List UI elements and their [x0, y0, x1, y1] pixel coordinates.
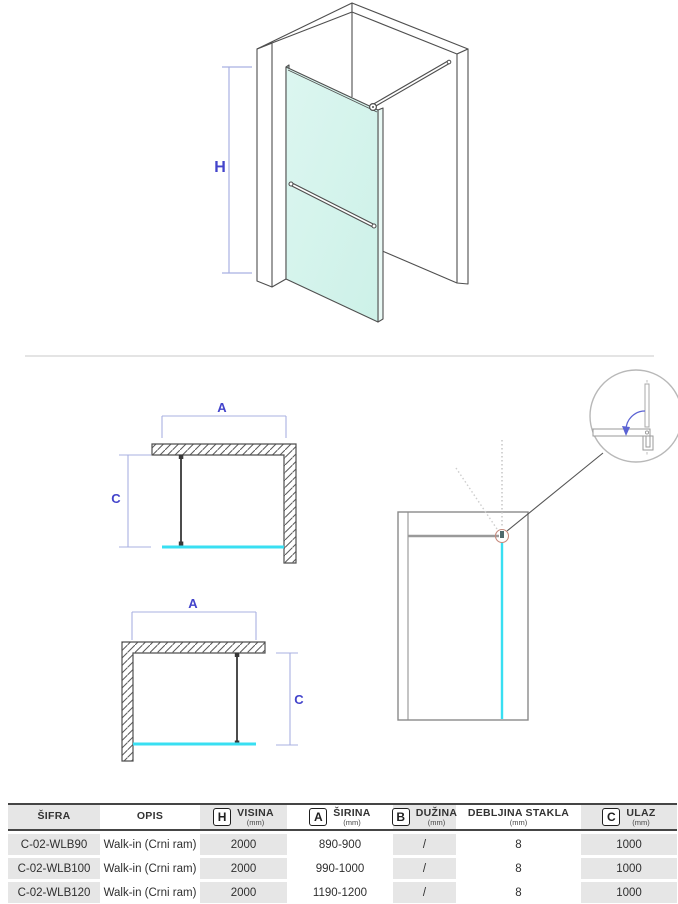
glass-edge-detail — [645, 384, 649, 427]
table-cell: 8 — [459, 858, 578, 879]
table-cell: 1000 — [581, 858, 677, 879]
table-row — [8, 858, 677, 879]
table-cell: 1000 — [581, 882, 677, 903]
detail-callout-line — [507, 453, 603, 531]
table-cell: 990-1000 — [290, 858, 390, 879]
table-cell: 2000 — [200, 858, 287, 879]
hatched-wall — [152, 444, 296, 563]
dimension-letter-box: C — [602, 808, 620, 826]
support-bar-detail — [593, 429, 650, 436]
dimension-label-a: A — [217, 400, 227, 415]
table-header-row — [8, 803, 677, 831]
table-cell: 890-900 — [290, 834, 390, 855]
dimension-a — [162, 416, 286, 438]
table-row — [8, 834, 677, 855]
support-bar-plan — [235, 653, 240, 746]
table-cell: / — [393, 858, 456, 879]
table-cell: 8 — [459, 834, 578, 855]
column-header-sirina: A ŠIRINA (mm) — [290, 805, 390, 829]
dimension-label-c: C — [111, 491, 121, 506]
shower-tray — [398, 512, 528, 720]
plan-view-top — [111, 400, 296, 563]
column-header-debljina-stakla: DEBLJINA STAKLA (mm) — [459, 805, 578, 829]
table-cell: Walk-in (Crni ram) — [103, 858, 197, 879]
table-body — [8, 834, 677, 903]
tray-view — [398, 370, 678, 720]
dimension-c — [119, 455, 151, 547]
dimension-label-a: A — [188, 596, 198, 611]
table-cell: / — [393, 834, 456, 855]
dimension-a — [132, 612, 256, 640]
dimension-label-c: C — [294, 692, 304, 707]
plan-view-bottom — [122, 596, 304, 761]
column-header-ulaz: C ULAZ (mm) — [581, 805, 677, 829]
column-header-sifra: ŠIFRA — [8, 805, 100, 829]
dimension-h — [222, 67, 252, 273]
table-cell: 1190-1200 — [290, 882, 390, 903]
dimension-letter-box: H — [213, 808, 231, 826]
table-cell: Walk-in (Crni ram) — [103, 834, 197, 855]
column-header-duzina: B DUŽINA (mm) — [393, 805, 456, 829]
table-cell: 8 — [459, 882, 578, 903]
table-cell: 1000 — [581, 834, 677, 855]
column-header-visina: H VISINA (mm) — [200, 805, 287, 829]
dimension-label-h: H — [214, 159, 226, 176]
table-row — [8, 882, 677, 903]
table-cell: C-02-WLB90 — [8, 834, 100, 855]
column-header-opis: OPIS — [103, 805, 197, 829]
dimension-letter-box: A — [309, 808, 327, 826]
table-cell: C-02-WLB120 — [8, 882, 100, 903]
table-cell: / — [393, 882, 456, 903]
isometric-view — [214, 3, 468, 322]
glass-panel — [286, 65, 383, 322]
support-bar-plan — [179, 455, 184, 547]
table-cell: 2000 — [200, 834, 287, 855]
support-bar — [370, 60, 451, 110]
pivot-clamp — [500, 531, 504, 538]
table-cell: Walk-in (Crni ram) — [103, 882, 197, 903]
detail-circle — [590, 370, 678, 462]
table-cell: 2000 — [200, 882, 287, 903]
spec-table — [8, 803, 677, 903]
table-cell: C-02-WLB100 — [8, 858, 100, 879]
dimension-letter-box: B — [392, 808, 410, 826]
